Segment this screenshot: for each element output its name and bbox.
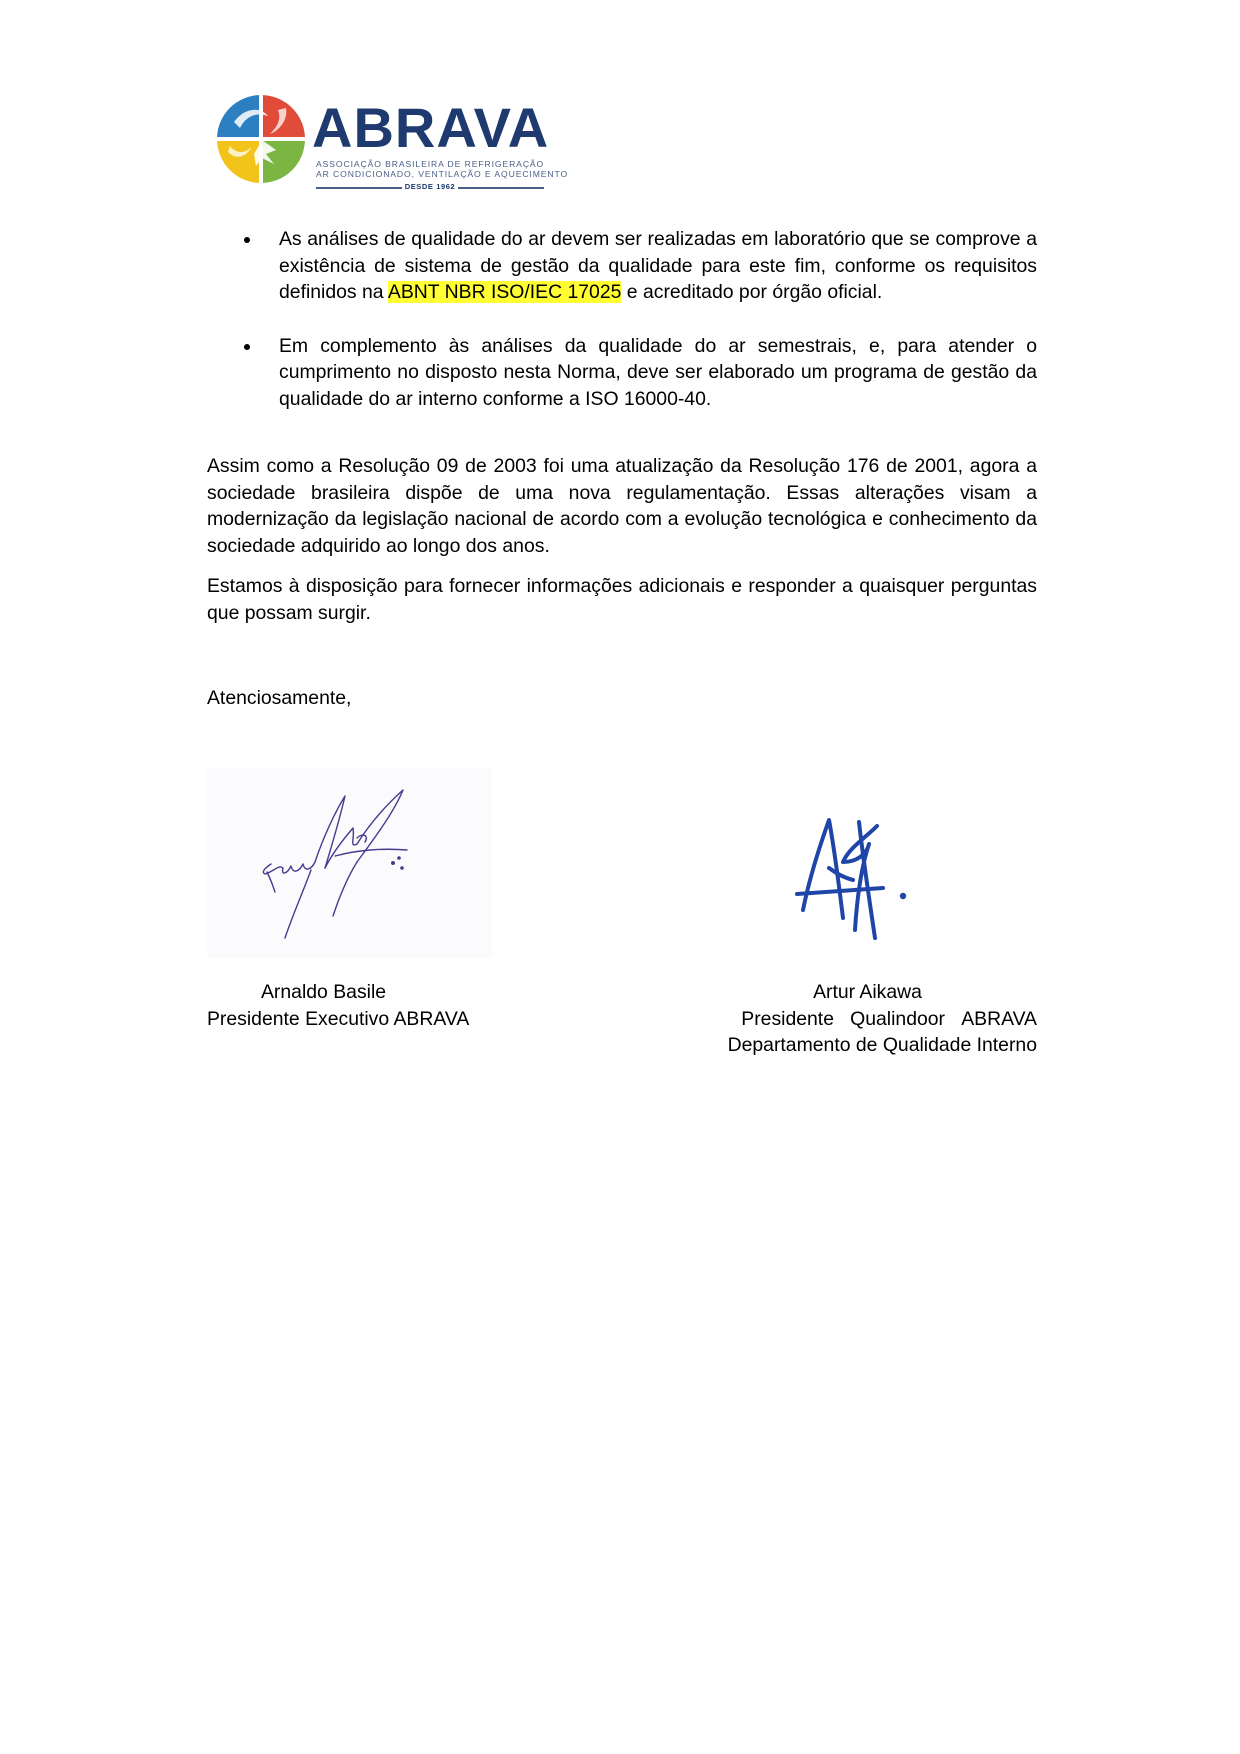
logo-rule-left	[316, 187, 402, 189]
logo-subtitle-line-2: AR CONDICIONADO, VENTILAÇÃO E AQUECIMENTO	[316, 169, 569, 179]
closing-salutation: Atenciosamente,	[207, 687, 352, 709]
logo-since-bar	[316, 182, 544, 192]
signatory-right	[640, 979, 1037, 1059]
bullet-icon	[244, 344, 250, 350]
logo-subtitle-line-1: ASSOCIAÇÃO BRASILEIRA DE REFRIGERAÇÃO	[316, 159, 545, 169]
signatory-left-role: Presidente Executivo ABRAVA	[207, 1007, 470, 1030]
logo-subtitle	[316, 159, 568, 179]
signatory-left	[207, 979, 507, 1032]
bullet-2-text: Em complemento às análises da qualidade do ar semestrais, e, para atender o cumprimento no disposto nesta Norma, deve ser elaborado um programa de gestão da qualidade do ar interno conforme a ISO 16000-40.	[279, 334, 1037, 410]
highlighted-standard: ABNT NBR ISO/IEC 17025	[387, 281, 622, 303]
abrava-logo	[216, 92, 569, 192]
requirements-list	[244, 226, 1037, 412]
signatory-right-role	[640, 1006, 1037, 1033]
signatory-left-name: Arnaldo Basile	[261, 981, 387, 1003]
logo-rule-right	[458, 187, 544, 189]
bullet-1-text-before: As análises de qualidade do ar devem ser realizadas em laboratório que se comprove a existência de sistema de gestão da qualidade para este fim, conforme os requisitos definidos na	[279, 228, 1037, 303]
paragraph-resolution: Assim como a Resolução 09 de 2003 foi uma atualização da Resolução 176 de 2001, agora a sociedade brasileira dispõe de uma nova regulamentação. Essas alterações visam a modernização da legislação nacional de acordo com a evolução tecnológica e conhecimento da sociedade adquirido ao longo dos anos.	[207, 455, 1037, 557]
list-item	[244, 333, 1037, 413]
signatory-right-department: Departamento de Qualidade Interno	[727, 1034, 1037, 1056]
signature-artur-aikawa	[785, 808, 915, 948]
bullet-1-text-after: e acreditado por órgão oficial.	[621, 281, 883, 303]
signatory-right-name: Artur Aikawa	[813, 981, 922, 1003]
role-word: Qualindoor	[850, 1007, 946, 1030]
role-word: ABRAVA	[961, 1007, 1037, 1030]
paragraph-availability: Estamos à disposição para fornecer informações adicionais e responder a quaisquer perguntas que possam surgir.	[207, 575, 1037, 624]
signature-arnaldo-basile	[207, 768, 492, 958]
logo-since-text: DESDE 1962	[404, 182, 456, 191]
bullet-icon	[244, 237, 250, 243]
role-word: Presidente	[741, 1007, 834, 1030]
abrava-emblem-icon	[216, 94, 306, 184]
logo-wordmark: ABRAVA	[312, 96, 550, 159]
list-item	[244, 226, 1037, 306]
